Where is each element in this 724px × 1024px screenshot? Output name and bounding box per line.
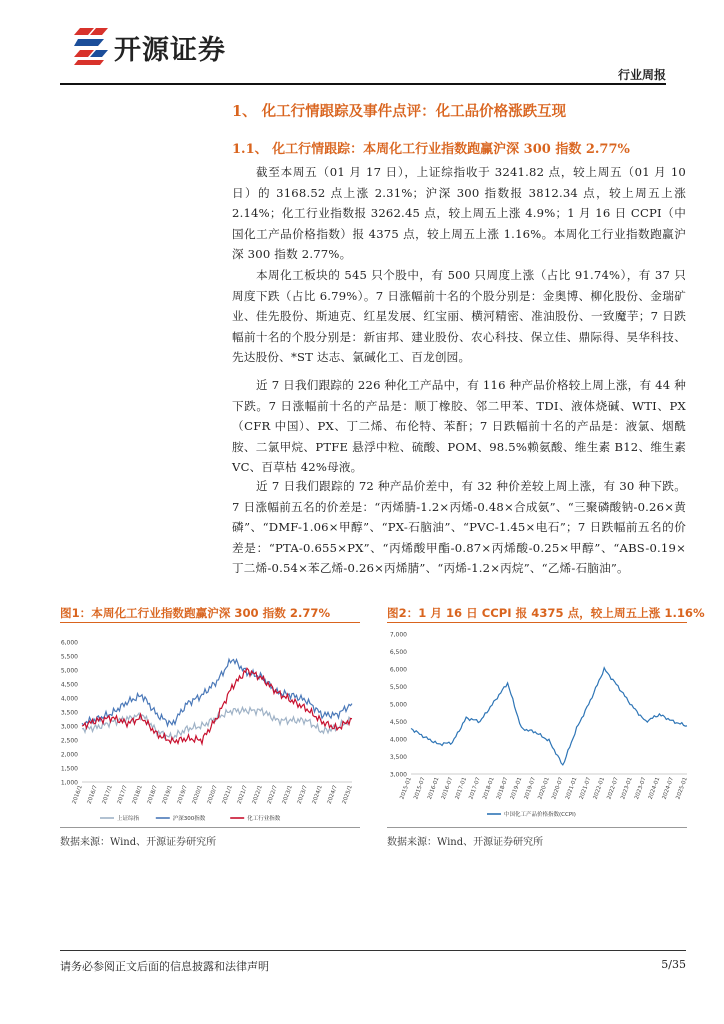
- y-tick-label: 4,000: [60, 695, 78, 703]
- figure2-bottom-rule: [387, 827, 687, 828]
- header-divider: [60, 83, 666, 85]
- x-tick-label: 2019/7: [176, 784, 189, 805]
- x-tick-label: 2021/1: [221, 784, 234, 805]
- x-tick-label: 2022/1: [251, 784, 264, 805]
- y-tick-label: 6,000: [389, 666, 407, 674]
- legend-label: 上证综指: [117, 816, 140, 822]
- figure2-title: 图2：1 月 16 日 CCPI 报 4375 点，较上周五上涨 1.16%: [387, 606, 705, 620]
- company-logo: [74, 22, 314, 70]
- x-tick-label: 2020/1: [191, 784, 204, 805]
- y-tick-label: 5,500: [60, 653, 78, 661]
- paragraph-price-spreads: 近 7 日我们跟踪的 72 种产品价差中，有 32 种价差较上周上涨，有 30 种下跌。7 日涨幅前五名的价差是：“丙烯腈-1.2×丙烯-0.48×合成氨”、“三聚磷酸钠-0.26×黄磷”、“DMF-1.06×甲醇”、“PX-石脑油”、“PVC-1.45×电石”；7 日跌幅前五名的价差是：“PTA-0.655×PX”、“丙烯酸甲酯-0.87×丙烯酸-0.25×甲醇”、“ABS-0.19×丁二烯-0.54×苯乙烯-0.26×丙烯腈”、“丙烯-1.2×丙烷”、“乙烯-石脑油”。: [232, 479, 686, 576]
- x-tick-label: 2018/1: [131, 784, 144, 805]
- y-tick-label: 4,500: [389, 719, 407, 726]
- legend-label: 化工行业指数: [247, 816, 281, 822]
- x-tick-label: 2015-01: [399, 776, 413, 801]
- series-line-0: [411, 668, 687, 765]
- y-tick-label: 5,000: [389, 701, 407, 709]
- x-tick-label: 2017/1: [101, 784, 114, 805]
- x-tick-label: 2018-07: [495, 776, 510, 801]
- x-tick-label: 2024/7: [326, 784, 339, 805]
- x-tick-label: 2022/7: [266, 784, 279, 805]
- x-tick-label: 2021-07: [578, 776, 593, 801]
- y-tick-label: 7,000: [389, 631, 407, 639]
- x-tick-label: 2021/7: [236, 784, 249, 805]
- x-tick-label: 2024/1: [311, 784, 324, 805]
- figure1-title-rule: [60, 622, 360, 623]
- x-tick-label: 2020-07: [551, 776, 565, 801]
- x-tick-label: 2016/1: [71, 784, 84, 805]
- figure2-title-rule: [387, 622, 687, 623]
- x-tick-label: 2016/7: [86, 784, 99, 805]
- y-tick-label: 6,000: [60, 639, 78, 647]
- x-tick-label: 2018-01: [482, 776, 496, 801]
- x-tick-label: 2023/1: [281, 784, 294, 805]
- x-tick-label: 2022-01: [592, 776, 607, 801]
- y-tick-label: 3,000: [60, 723, 78, 731]
- footer-disclaimer: 请务必参阅正文后面的信息披露和法律声明: [60, 960, 269, 973]
- x-tick-label: 2016-07: [440, 776, 455, 801]
- x-tick-label: 2019/1: [161, 784, 174, 805]
- figure1-source: 数据来源：Wind、开源证券研究所: [60, 837, 217, 848]
- x-tick-label: 2023-01: [620, 776, 634, 801]
- x-tick-label: 2020-01: [537, 776, 551, 801]
- chart-index-comparison: [60, 628, 360, 824]
- report-type-tag: 行业周报: [617, 68, 666, 82]
- x-tick-label: 2024-01: [647, 776, 662, 801]
- y-tick-label: 1,500: [60, 765, 78, 773]
- logo-mark-icon: [74, 26, 110, 66]
- paragraph-product-prices: 近 7 日我们跟踪的 226 种化工产品中，有 116 种产品价格较上周上涨，有 44 种下跌。7 日涨幅前十名的产品是：顺丁橡胶、邻二甲苯、TDI、液体烧碱、WTI、PX（CFR 中国）、PX、丁二烯、布伦特、苯酐；7 日跌幅前十名的产品是：液氯、烟酰胺、二氯甲烷、PTFE 悬浮中粒、硫酸、POM、98.5%赖氨酸、维生素 B12、维生素 VC、百草枯 42%母液。: [232, 378, 686, 475]
- x-tick-label: 2015-07: [413, 776, 427, 801]
- y-tick-label: 4,000: [389, 736, 407, 744]
- paragraph-stock-movers: 本周化工板块的 545 只个股中，有 500 只周度上涨（占比 91.74%），有 37 只周度下跌（占比 6.79%）。7 日涨幅前十名的个股分别是：金奥博、柳化股份、金瑞矿业、佳先股份、斯迪克、红星发展、红宝丽、横河精密、准油股份、一致魔芋；7 日跌幅前十名的个股分别是：新宙邦、建业股份、农心科技、保立佳、鼎际得、昊华科技、先达股份、*ST 达志、氯碱化工、百龙创园。: [232, 268, 686, 365]
- y-tick-label: 2,500: [60, 737, 78, 745]
- y-tick-label: 4,500: [60, 681, 78, 689]
- x-tick-label: 2019-07: [523, 776, 538, 801]
- x-tick-label: 2025/1: [341, 784, 354, 805]
- x-tick-label: 2023/7: [296, 784, 309, 805]
- x-tick-label: 2016-01: [426, 776, 441, 801]
- figure1-title: 图1：本周化工行业指数跑赢沪深 300 指数 2.77%: [60, 606, 331, 620]
- footer-divider: [60, 950, 686, 951]
- section-title: 1、 化工行情跟踪及事件点评：化工品价格涨跌互现: [232, 103, 567, 120]
- x-tick-label: 2017-07: [468, 776, 482, 801]
- x-tick-label: 2018/7: [146, 784, 159, 805]
- chart-ccpi: [387, 626, 687, 824]
- x-tick-label: 2024-07: [661, 776, 676, 801]
- x-tick-label: 2017-01: [454, 776, 469, 801]
- figure1-bottom-rule: [60, 827, 360, 828]
- y-tick-label: 5,500: [389, 684, 407, 691]
- y-tick-label: 1,000: [60, 779, 78, 787]
- x-tick-label: 2025-01: [675, 776, 689, 801]
- y-tick-label: 3,500: [60, 709, 78, 717]
- y-tick-label: 2,000: [60, 751, 78, 759]
- legend-label: 沪深300指数: [172, 816, 206, 822]
- page-number: 5/35: [661, 958, 686, 971]
- y-tick-label: 5,000: [60, 667, 78, 675]
- y-tick-label: 3,000: [389, 771, 407, 779]
- x-tick-label: 2020/7: [206, 784, 219, 805]
- brand-name: 开源证券: [114, 35, 226, 66]
- x-tick-label: 2019-01: [509, 776, 524, 801]
- legend-label: 中国化工产品价格指数(CCPI): [504, 812, 576, 818]
- y-tick-label: 3,500: [389, 754, 407, 761]
- figure2-source: 数据来源：Wind、开源证券研究所: [387, 837, 544, 848]
- x-tick-label: 2023-07: [633, 776, 648, 801]
- x-tick-label: 2022-07: [606, 776, 620, 801]
- paragraph-index-summary: 截至本周五（01 月 17 日），上证综指收于 3241.82 点，较上周五（01 月 10 日）的 3168.52 点上涨 2.31%；沪深 300 指数报 3812.34 点，较上周五上涨 2.14%；化工行业指数报 3262.45 点，较上周五上涨 4.9%；1 月 16 日 CCPI（中国化工产品价格指数）报 4375 点，较上周五上涨 1.16%。本周化工行业指数跑赢沪深 300 指数 2.77%。: [232, 165, 686, 262]
- y-tick-label: 6,500: [389, 649, 407, 656]
- subsection-title: 1.1、 化工行情跟踪：本周化工行业指数跑赢沪深 300 指数 2.77%: [232, 142, 630, 157]
- x-tick-label: 2021-01: [564, 776, 579, 801]
- x-tick-label: 2017/7: [116, 784, 129, 805]
